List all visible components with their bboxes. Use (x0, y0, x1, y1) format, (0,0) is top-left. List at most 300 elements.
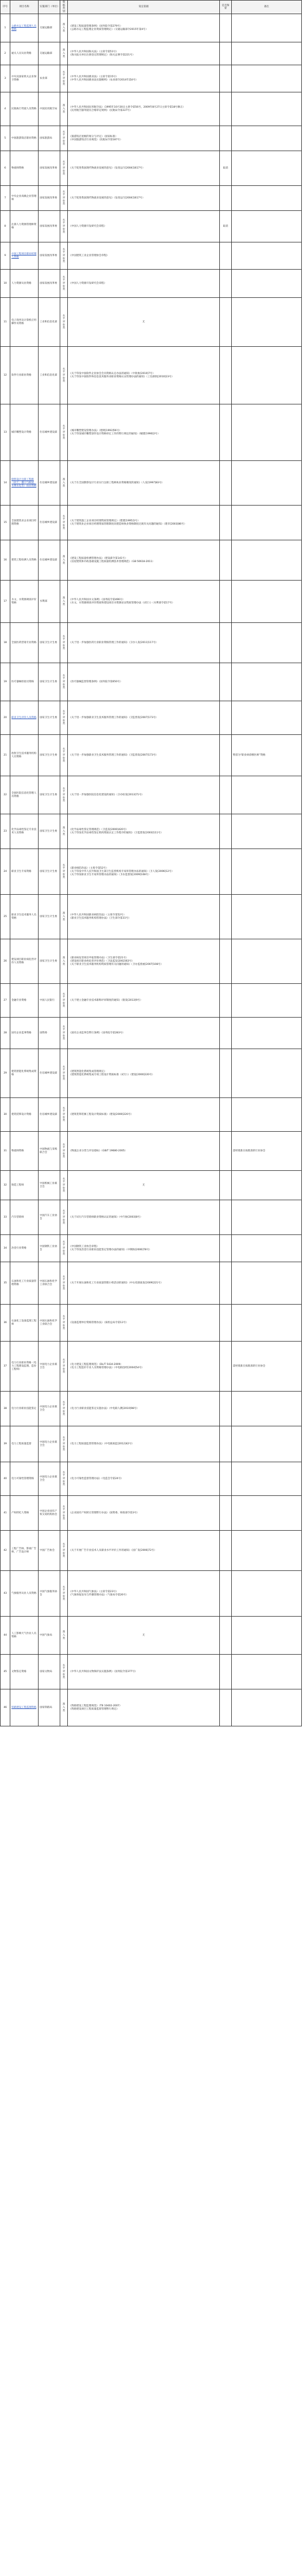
table-row (1, 1392, 302, 1426)
row-number: 36 (1, 1305, 10, 1342)
retain-flag (220, 1426, 232, 1462)
table-row (1, 186, 302, 211)
legal-basis (68, 1462, 220, 1496)
legal-basis (68, 404, 220, 461)
qualification-category: 水平评价类 (60, 1305, 68, 1342)
implementing-department: 国家卫生计生委 (39, 939, 60, 984)
table-row (1, 506, 302, 540)
remarks (232, 65, 302, 92)
qualification-category: 准入类 (60, 581, 68, 623)
qualification-name: 人力资源从业资格 (10, 270, 39, 298)
table-row (1, 984, 302, 1018)
table-row (1, 1655, 302, 1689)
legal-basis (68, 186, 220, 211)
row-number: 38 (1, 1392, 10, 1426)
header-no: 序号 (1, 1, 10, 14)
qualification-category: 水平评价类 (60, 663, 68, 701)
table-row (1, 1496, 302, 1531)
row-number: 32 (1, 1171, 10, 1200)
legal-basis (68, 1305, 220, 1342)
legal-basis-line: 《职业病危害项目申报管理办法》（卫生部令第21号） (69, 957, 129, 960)
legal-basis-line: 《建设工程质量管理条例》（国务院令第279号） (69, 25, 123, 28)
qualification-category: 水平评价类 (60, 701, 68, 735)
legal-basis (68, 65, 220, 92)
table-row (1, 581, 302, 623)
row-number: 7 (1, 186, 10, 211)
table-row (1, 1200, 302, 1235)
row-number: 15 (1, 506, 10, 540)
retain-flag (220, 540, 232, 581)
legal-basis (68, 211, 220, 242)
header-org: 实施部门（单位） (39, 1, 60, 14)
legal-basis (68, 735, 220, 776)
legal-basis-line: 《国有企业监事会暂行条例》（国务院令第283号） (69, 1032, 125, 1035)
implementing-department: 国家发展改革委 (39, 151, 60, 186)
implementing-department: 国家发展改革委 (39, 270, 60, 298)
row-number: 29 (1, 1049, 10, 1098)
remarks (232, 849, 302, 895)
legal-basis-line: 《物流企业分类与评估指标》（GB/T 19680-2005） (69, 1150, 128, 1153)
row-number: 35 (1, 1262, 10, 1305)
implementing-department: 中国汽车工业协会 (39, 1200, 60, 1235)
qualification-name: 民航执行驾驶人员资格 (10, 92, 39, 126)
legal-basis-line: 《关于试行汽车营销师职业资格认证的通知》（中汽协[2003]8号） (69, 1216, 143, 1219)
legal-basis-line: 《关于开展广告专业技术人员职业水平评价工作的通知》（国广发[2006]72号） (69, 1549, 157, 1552)
table-row (1, 1132, 302, 1171)
row-number: 13 (1, 404, 10, 461)
legal-basis (68, 1342, 220, 1392)
table-row (1, 663, 302, 701)
row-number: 18 (1, 623, 10, 663)
retain-flag (220, 1617, 232, 1655)
row-number: 40 (1, 1462, 10, 1496)
qualification-name: 汽车营销师 (10, 1200, 39, 1235)
legal-basis-line: 《关于印发化学品毒性鉴定机构资质认定工作程序的通知》（卫监督发[2003]111号） (69, 831, 163, 834)
table-row (1, 814, 302, 849)
retain-flag (220, 1262, 232, 1305)
qualification-category: 准入类 (60, 814, 68, 849)
legal-basis (68, 506, 220, 540)
legal-basis-line: 《企业国有产权转让管理暂行办法》（国资委、财政部令第3号） (69, 1512, 140, 1515)
legal-basis (68, 126, 220, 151)
legal-basis-line: 《关于促进我国现代物流业发展的意见》（发改运行[2004]1617号） (69, 197, 145, 200)
row-number: 37 (1, 1342, 10, 1392)
legal-basis (68, 1571, 220, 1617)
legal-basis-line: 《公路水运工程监理企业资质管理规定》（交通运输部令2015年第4号） (69, 28, 148, 31)
table-row (1, 1262, 302, 1305)
legal-basis-line: 《设备监理单位资格管理办法》（质检总局令第12号） (69, 1321, 129, 1325)
qualification-category: 水平评价类 (60, 242, 68, 270)
legal-basis-line: 《气象预报发布与传播管理办法》（气象局令第26号） (69, 1593, 129, 1596)
legal-basis (68, 849, 220, 895)
retain-flag (220, 347, 232, 404)
retain-flag (220, 1531, 232, 1571)
legal-basis-line: 《中华人民共和国民用航空法》（1995年10月30日主席令第56号，2009年8月27日主席令第18号修正） (69, 106, 186, 109)
legal-basis-line: 《中国钢铁工业协会章程》 (69, 1245, 99, 1249)
implementing-department: 国家卫生计生委 (39, 663, 60, 701)
qualification-name: 建设项目职业病危害评价人员资格 (10, 939, 39, 984)
remarks (232, 1496, 302, 1531)
qualification-category: 水平评价类 (60, 1531, 68, 1571)
retain-flag (220, 1392, 232, 1426)
table-row (1, 939, 302, 984)
retain-flag (220, 14, 232, 42)
table-row (1, 151, 302, 186)
retain-flag (220, 663, 232, 701)
retain-flag (220, 506, 232, 540)
retain-flag (220, 1171, 232, 1200)
legal-basis-line: 《民用航空器驾驶员合格审定规则》（民航局令第227号） (69, 109, 132, 112)
qualification-category: 水平评价类 (60, 1392, 68, 1426)
remarks (232, 984, 302, 1018)
implementing-department: 中国气象局 (39, 1617, 60, 1655)
legal-basis-line: 《电力建设工程监理规范》（DL/T 5434-2009） (69, 1363, 123, 1367)
qualification-name: 石油和化工行业质量管理资格 (10, 1262, 39, 1305)
legal-basis (68, 814, 220, 849)
remarks (232, 1462, 302, 1496)
implementing-department: 国家发展改革委 (39, 242, 60, 270)
legal-basis-line: 《中国建筑工业企业管理协会章程》 (69, 254, 109, 258)
implementing-department: 中国物流与采购联合会 (39, 1132, 60, 1171)
remarks (232, 895, 302, 939)
implementing-department: 国家卫生计生委 (39, 849, 60, 895)
qualification-name: 全国医药营销专业资格 (10, 623, 39, 663)
qualification-name: 冶金行业资格 (10, 1235, 39, 1262)
table-row (1, 14, 302, 42)
implementing-department: 住房城乡建设部 (39, 506, 60, 540)
remarks (232, 270, 302, 298)
retain-flag (220, 270, 232, 298)
qualification-name: 石油化工设备监理工程师 (10, 1305, 39, 1342)
qualification-category: 水平评价类 (60, 623, 68, 663)
table-row (1, 404, 302, 461)
remarks (232, 1200, 302, 1235)
qualification-category: 水平评价类 (60, 1342, 68, 1392)
remarks (232, 1617, 302, 1655)
remarks (232, 1689, 302, 1726)
qualification-category: 水平评价类 (60, 849, 68, 895)
implementing-department: 国家卫生计生委 (39, 735, 60, 776)
qualification-name: 国有企业监事资格 (10, 1018, 39, 1049)
implementing-department: 农业部 (39, 65, 60, 92)
legal-basis-line: 《关于建立金融专业技术职称评审制度的通知》（银发[2013]9号） (69, 999, 143, 1002)
qualification-name: 铸造工程师 (10, 1171, 39, 1200)
header-flag: 是否保留 (220, 1, 232, 14)
row-number: 43 (1, 1571, 10, 1617)
row-number: 24 (1, 849, 10, 895)
implementing-department: 住房城乡建设部 (39, 540, 60, 581)
remarks (232, 1655, 302, 1689)
row-number: 31 (1, 1132, 10, 1171)
qualification-name: 气象服务从业人员资格 (10, 1571, 39, 1617)
legal-basis (68, 1655, 220, 1689)
header-kind: 资格类别 (60, 1, 68, 14)
row-number: 27 (1, 984, 10, 1018)
qualification-name: 水文、水资源调查评价资格 (10, 581, 39, 623)
implementing-department: 国家卫生计生委 (39, 776, 60, 814)
legal-basis (68, 1200, 220, 1235)
row-number: 33 (1, 1200, 10, 1235)
row-number: 23 (1, 814, 10, 849)
legal-basis-line: 《关于印发城市雕塑创作设计资格审定工作的暂行规定的通知》（城建[1990]2号） (69, 432, 160, 435)
remarks (232, 92, 302, 126)
qualification-name-link[interactable]: 勘察设计注册工程师（岩土、港口与航道、水利水电等）执业资格 (10, 461, 39, 506)
qualification-name: 电力工程质量监督 (10, 1426, 39, 1462)
legal-basis-line: 无 (142, 321, 145, 324)
retain-flag (220, 404, 232, 461)
retain-flag: 取消 (220, 151, 232, 186)
legal-basis-line: 《电力行业职业技能鉴定实施办法》（中电联人教[2010]98号） (69, 1407, 140, 1411)
qualification-category: 准入类 (60, 1617, 68, 1655)
row-number: 17 (1, 581, 10, 623)
table-row (1, 735, 302, 776)
qualification-category: 水平评价类 (60, 1571, 68, 1617)
qualification-name: 全国医院信息化管理人员资格 (10, 776, 39, 814)
remarks (232, 347, 302, 404)
retain-flag (220, 1235, 232, 1262)
retain-flag (220, 1496, 232, 1531)
qualification-category: 水平评价类 (60, 186, 68, 211)
row-number: 21 (1, 735, 10, 776)
implementing-department: 住房城乡建设部 (39, 1049, 60, 1098)
qualification-name: 职业卫生专家资格 (10, 849, 39, 895)
remarks (232, 404, 302, 461)
retain-flag (220, 186, 232, 211)
table-row (1, 126, 302, 151)
remarks (232, 1262, 302, 1305)
table-body (1, 14, 302, 1726)
qualification-name: 化学品毒性鉴定专业技术人员资格 (10, 814, 39, 849)
qualification-category: 准入类 (60, 895, 68, 939)
retain-flag (220, 776, 232, 814)
legal-basis-line: 《建设工程质量检测管理办法》（建设部令第141号） (69, 557, 128, 560)
legal-basis-line: 《建筑智能化系统集成管理规定》 (69, 1070, 106, 1074)
legal-basis (68, 14, 220, 42)
qualification-name-link[interactable]: 中国工程项目职业经理人资格 (10, 242, 39, 270)
remarks (232, 1426, 302, 1462)
remarks (232, 663, 302, 701)
qualification-name: 工程广告师、影视广告师、广告设计师 (10, 1531, 39, 1571)
qualification-name: 物流师资格 (10, 151, 39, 186)
qualification-category: 准入类 (60, 92, 68, 126)
remarks (232, 1235, 302, 1262)
row-number: 5 (1, 126, 10, 151)
retain-flag (220, 814, 232, 849)
qualification-category: 水平评价类 (60, 270, 68, 298)
table-row (1, 1098, 302, 1132)
qualification-name: 电力行业职业资格（电力工程建设监理、造价工程师） (10, 1342, 39, 1392)
qualification-name: 文物鉴定资格 (10, 1655, 39, 1689)
legal-basis-line: 《关于开展石油和化工行业质量管理小组活动的通知》（中石化联质发[2009]221号） (69, 1282, 163, 1285)
table-row (1, 65, 302, 92)
row-number: 42 (1, 1531, 10, 1571)
qualification-category: 水平评价类 (60, 211, 68, 242)
qualification-name: 物流师资格 (10, 1132, 39, 1171)
retain-flag (220, 1305, 232, 1342)
qualification-name-link[interactable]: 职业卫生评价人员资格 (10, 701, 39, 735)
table-row (1, 1689, 302, 1726)
legal-basis (68, 701, 220, 735)
table-row (1, 1571, 302, 1617)
qualification-category: 水平评价类 (60, 506, 68, 540)
remarks (232, 211, 302, 242)
qualification-category: 准入类 (60, 461, 68, 506)
implementing-department: 国家铁路局 (39, 1689, 60, 1726)
qualification-category: 水平评价类 (60, 404, 68, 461)
retain-flag: 取消 (220, 211, 232, 242)
implementing-department: 住房城乡建设部 (39, 404, 60, 461)
qualification-category: 准入类 (60, 540, 68, 581)
legal-basis (68, 581, 220, 623)
legal-basis-line: 《中华人民共和国渔业法实施细则》（农业部令2014年第4号） (69, 78, 138, 82)
legal-basis-line: 《中华人民共和国职业病防治法》（主席令第52号） (69, 914, 126, 917)
legal-basis-line: 《关于进一步加强职业卫生技术服务管理工作的通知》（卫监督发[2007]173号） (69, 754, 159, 757)
retain-flag (220, 1018, 232, 1049)
qualification-category: 水平评价类 (60, 1200, 68, 1235)
qualification-name-link[interactable]: 公路水运工程监理人员资格 (10, 14, 39, 42)
remarks (232, 776, 302, 814)
retain-flag (220, 1689, 232, 1726)
retain-flag (220, 298, 232, 347)
remarks (232, 939, 302, 984)
row-number: 14 (1, 461, 10, 506)
table-row (1, 1171, 302, 1200)
remarks (232, 814, 302, 849)
legal-basis (68, 1049, 220, 1098)
table-row (1, 270, 302, 298)
qualification-name: 职业卫生技术服务人员资格 (10, 895, 39, 939)
row-number: 1 (1, 14, 10, 42)
implementing-department: 中国电力企业联合会 (39, 1342, 60, 1392)
qualification-name: 中国旅游饭店职业资格 (10, 126, 39, 151)
remarks (232, 506, 302, 540)
retain-flag (220, 849, 232, 895)
remarks (232, 540, 302, 581)
legal-basis (68, 540, 220, 581)
implementing-department: 交通运输部 (39, 42, 60, 65)
table-row (1, 461, 302, 506)
remarks (232, 126, 302, 151)
qualification-category: 准入类 (60, 939, 68, 984)
retain-flag (220, 701, 232, 735)
legal-basis-line: 《中华人民共和国渔业法》（主席令第15号） (69, 76, 118, 79)
remarks (232, 1305, 302, 1342)
qualification-name: 产权经纪人资格 (10, 1496, 39, 1531)
remarks (232, 186, 302, 211)
remarks (232, 701, 302, 735)
qualification-name: 电力行业职业技能鉴定 (10, 1392, 39, 1426)
implementing-department: 住房城乡建设部 (39, 1098, 60, 1132)
retain-flag (220, 895, 232, 939)
legal-basis-line: 《中国旅游饭店行业规范》（民航局令第187号） (69, 138, 123, 141)
legal-basis-line: 《电力工程造价专业人员资格管理办法》（中电联技经[2004]54号） (69, 1366, 144, 1369)
table-row (1, 1305, 302, 1342)
legal-basis-line: 《关于进一步加强职业卫生技术服务管理工作的通知》（卫监督发[2007]173号） (69, 716, 159, 720)
qualification-name: 金融专业资格 (10, 984, 39, 1018)
legal-basis (68, 623, 220, 663)
legal-basis (68, 663, 220, 701)
qualification-category: 水平评价类 (60, 1496, 68, 1531)
implementing-department: 国家卫生计生委 (39, 895, 60, 939)
legal-basis (68, 347, 220, 404)
legal-basis (68, 984, 220, 1018)
qualification-category: 水平评价类 (60, 1098, 68, 1132)
remarks (232, 1018, 302, 1049)
implementing-department: 国资委 (39, 1018, 60, 1049)
implementing-department: 中国钢铁工业协会 (39, 1235, 60, 1262)
legal-basis (68, 1531, 220, 1571)
legal-basis-line: 《建筑装饰装修工程设计资质标准》（建设[2000]220号） (69, 1113, 134, 1117)
legal-basis (68, 895, 220, 939)
retain-flag (220, 242, 232, 270)
qualification-name-link[interactable]: 铁路建设工程监理资格 (10, 1689, 39, 1726)
qualification-category: 水平评价类 (60, 735, 68, 776)
legal-basis-line: 《建设项目职业病危害评价规范》（卫法监发[2002]63号） (69, 960, 134, 963)
header-name: 项目名称 (10, 1, 39, 14)
qualification-category: 水平评价类 (60, 298, 68, 347)
legal-basis-line: 《关于印发职业卫生专家库管理办法的通知》（卫办监督发[2009]108号） (69, 873, 151, 876)
legal-basis-line: 《关于印发冶金行业职业技能鉴定管理办法的通知》（中钢协[2006]78号） (69, 1248, 152, 1251)
row-number: 2 (1, 42, 10, 65)
qualification-category: 水平评价类 (60, 65, 68, 92)
qualification-name: 中央企业高级企业管理师 (10, 186, 39, 211)
legal-basis (68, 151, 220, 186)
legal-basis-line: 《旅游饭店星级的划分与评定》（国家标准） (69, 135, 118, 139)
qualification-category: 水平评价类 (60, 1426, 68, 1462)
remarks (232, 1171, 302, 1200)
legal-basis-line: 《建筑智能化系统集成专项工程设计资质标准（试行）》（建设[2000]220号） (69, 1073, 155, 1076)
implementing-department: 中国石油和化学工业联合会 (39, 1305, 60, 1342)
legal-basis-line: 《中华人民共和国文物保护法实施条例》（国务院令第377号） (69, 1670, 137, 1674)
qualification-name: 建筑工程检测人员资格 (10, 540, 39, 581)
table-row (1, 92, 302, 126)
table-row (1, 776, 302, 814)
table-row (1, 1018, 302, 1049)
legal-basis-line: 《关于建筑施工企业项目经理资质管理规定》（建建[1995]1号） (69, 520, 140, 523)
legal-basis (68, 242, 220, 270)
qualification-category: 水平评价类 (60, 347, 68, 404)
qualification-name: 放射卫生技术服务机构人员资格 (10, 735, 39, 776)
table-row (1, 1049, 302, 1098)
legal-basis-line: 《关于促进我国现代物流业发展的意见》（发改运行[2004]1617号） (69, 167, 145, 170)
row-number: 34 (1, 1235, 10, 1262)
remarks (232, 1531, 302, 1571)
table-row (1, 298, 302, 347)
qualification-category: 水平评价类 (60, 126, 68, 151)
legal-basis-line: 《医疗器械监督管理条例》（国务院令第650号） (69, 681, 123, 684)
implementing-department: 中国电力企业联合会 (39, 1426, 60, 1462)
qualification-category: 水平评价类 (60, 1235, 68, 1262)
implementing-department: 国家卫生计生委 (39, 623, 60, 663)
table-row (1, 1342, 302, 1392)
implementing-department: 中国气象服务协会 (39, 1571, 60, 1617)
row-number: 26 (1, 939, 10, 984)
legal-basis (68, 92, 220, 126)
remarks: 需经批准在按批准的行业协会 (232, 1342, 302, 1392)
qualification-name: 软件行业职业资格 (10, 347, 39, 404)
remarks (232, 1571, 302, 1617)
implementing-department: 中国电力企业联合会 (39, 1392, 60, 1426)
implementing-department: 国家旅游局 (39, 126, 60, 151)
qualification-category: 准入类 (60, 14, 68, 42)
retain-flag (220, 1098, 232, 1132)
legal-basis (68, 1426, 220, 1462)
table-row (1, 1235, 302, 1262)
retain-flag (220, 984, 232, 1018)
qualification-name: 建筑装饰设计资格 (10, 1098, 39, 1132)
row-number: 3 (1, 65, 10, 92)
table-row (1, 1617, 302, 1655)
